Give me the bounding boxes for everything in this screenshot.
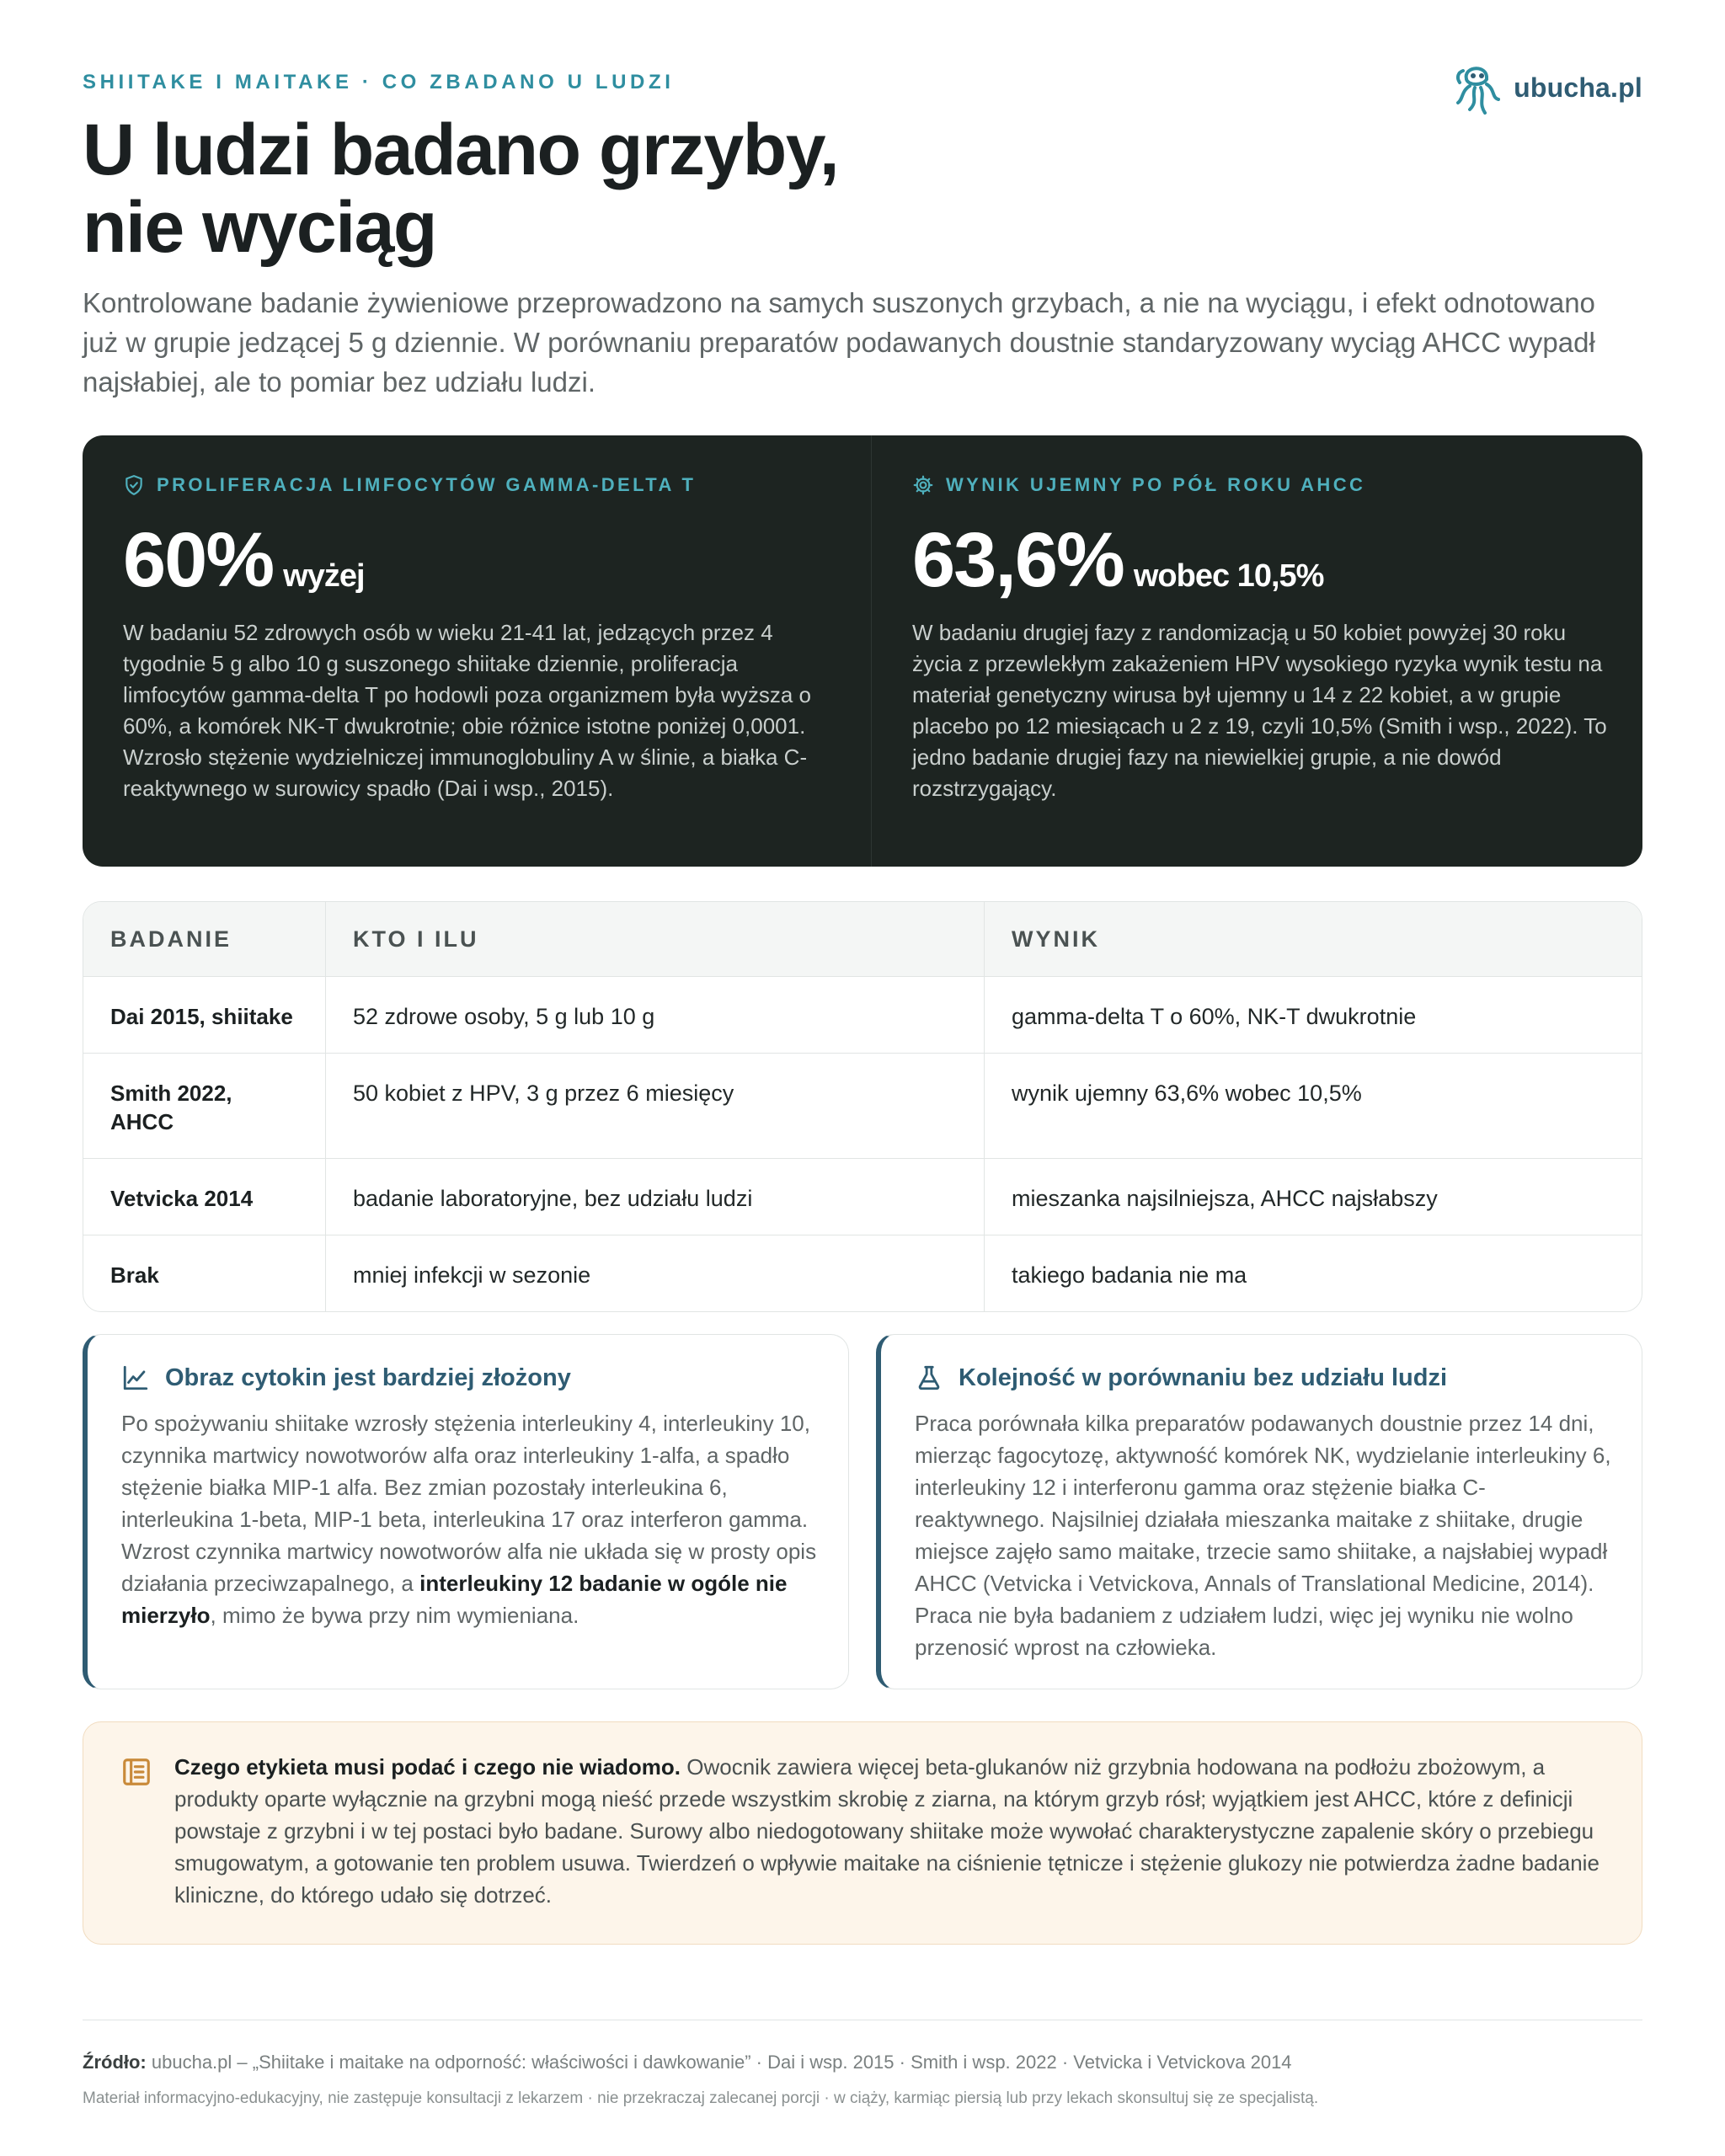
document-list-icon (120, 1756, 152, 1788)
table-row (83, 1158, 1642, 1235)
table-cell-study: Brak (83, 1235, 326, 1311)
table-cell-result: wynik ujemny 63,6% wobec 10,5% (1012, 1081, 1362, 1106)
stat-value: 63,6% (912, 517, 1124, 603)
octopus-logo-icon (1453, 57, 1502, 118)
stat-value-row (912, 517, 1620, 603)
title-line-1: U ludzi badano grzyby, (83, 109, 839, 190)
source-line (83, 2052, 1292, 2073)
line-chart-icon (121, 1364, 150, 1392)
stat-value: 60% (123, 517, 274, 603)
label-note (83, 1721, 1642, 1945)
table-cell-study: Vetvicka 2014 (83, 1159, 326, 1235)
table-row (83, 1235, 1642, 1311)
card-text-part: Po spożywaniu shiitake wzrosły stężenia interleukiny 4, interleukiny 10, czynnika martwicy nowotworów alfa oraz interleukiny 1-alfa, a spadło stężenie białka MIP-1 alfa. Bez zmian pozostały interleukina 6, interleukina 1-beta, MIP-1 beta, interleukina 17 oraz interferon gamma. Wzrost czynnika martwicy nowotworów alfa nie układa się w prosty opis działania przeciwzapalnego, a (121, 1411, 817, 1596)
table-header-who: KTO I ILU (326, 902, 985, 976)
table-header-study: BADANIE (83, 902, 326, 976)
stat-unit: wobec 10,5% (1133, 558, 1324, 594)
kicker: SHIITAKE I MAITAKE · CO ZBADANO U LUDZI (83, 71, 675, 93)
table-cell-who: badanie laboratoryjne, bez udziału ludzi (326, 1159, 985, 1235)
logo-text: ubucha.pl (1514, 72, 1642, 103)
stat-label (912, 474, 1620, 496)
lede-paragraph: Kontrolowane badanie żywieniowe przeprowadzono na samych suszonych grzybach, a nie na wyciągu, i efekt odnotowano już w grupie jedzącej 5 g dziennie. W porównaniu preparatów podawanych doustnie standaryzowany wyciąg AHCC wypadł najsłabiej, ale to pomiar bez udziału ludzi. (83, 287, 1595, 398)
note-bold: Czego etykieta musi podać i czego nie wiadomo. (174, 1754, 681, 1780)
note-body: Owocnik zawiera więcej beta-glukanów niż grzybnia hodowana na podłożu zbożowym, a produkty oparte wyłącznie na grzybni mogą nieść przede wszystkim skrobię z ziarna, na którym grzyb rósł; wyjątkiem jest AHCC, które z definicji powstaje z grzybni i w tej postaci było badane. Surowy albo niedogotowany shiitake może wywołać charakterystyczne zapalenie skóry o przebiegu smugowatym, a gotowanie ten problem usuwa. Twierdzeń o wpływie maitake na ciśnienie tętnicze i stężenie glukozy nie potwierdza żadne badanie kliniczne, do którego udało się dotrzeć. (174, 1754, 1599, 1908)
table-cell-result: gamma-delta T o 60%, NK-T dwukrotnie (1012, 1004, 1417, 1029)
table-cell-result: mieszanka najsilniejsza, AHCC najsłabszy (1012, 1186, 1438, 1211)
table-cell-result: takiego badania nie ma (1012, 1262, 1247, 1288)
card-body (121, 1407, 818, 1631)
stat-label-text: PROLIFERACJA LIMFOCYTÓW GAMMA-DELTA T (157, 474, 697, 495)
stat-value-row (123, 517, 830, 603)
info-card-comparison (876, 1334, 1642, 1689)
table-cell-who: 50 kobiet z HPV, 3 g przez 6 miesięcy (326, 1054, 985, 1158)
card-text-part: , mimo że bywa przy nim wymieniana. (210, 1603, 579, 1628)
flask-icon (915, 1364, 943, 1392)
stat-description: W badaniu drugiej fazy z randomizacją u 50 kobiet powyżej 30 roku życia z przewlekłym zakażeniem HPV wysokiego ryzyka wynik testu na materiał genetyczny wirusa był ujemny u 14 z 22 kobiet, a w grupie placebo po 12 miesiącach u 2 z 19, czyli 10,5% (Smith i wsp., 2022). To jedno badanie drugiej fazy na niewielkiej grupie, a nie dowód rozstrzygający. (912, 620, 1607, 801)
table-header-result: WYNIK (1012, 926, 1100, 952)
source-text: ubucha.pl – „Shiitake i maitake na odporność: właściwości i dawkowanie” · Dai i wsp. 2015 · Smith i wsp. 2022 · Vetvicka i Vetvickova 2014 (146, 2052, 1292, 2073)
card-text-bold: interleukiny 12 badanie w ogóle nie mierzyło (121, 1571, 788, 1628)
gear-icon (912, 474, 934, 496)
title-line-2: nie wyciąg (83, 187, 436, 268)
note-text (174, 1751, 1601, 1911)
page-title (83, 111, 1178, 266)
stat-card-ahcc (871, 435, 1660, 867)
studies-table (83, 901, 1642, 1312)
disclaimer: Materiał informacyjno-edukacyjny, nie zastępuje konsultacji z lekarzem · nie przekraczaj zalecanej porcji · w ciąży, karmiąc piersią lub przy lekach skonsultuj się ze specjalistą. (83, 2089, 1319, 2107)
table-header-row (83, 902, 1642, 976)
card-title: Obraz cytokin jest bardziej złożony (165, 1364, 571, 1391)
table-cell-study: Dai 2015, shiitake (83, 977, 326, 1053)
source-label: Źródło: (83, 2052, 147, 2073)
card-body: Praca porównała kilka preparatów podawanych doustnie przez 14 dni, mierząc fagocytozę, aktywność komórek NK, wydzielanie interleukiny 6, interleukiny 12 i interferonu gamma oraz stężenie białka C-reaktywnego. Najsilniej działała mieszanka maitake z shiitake, drugie miejsce zajęło samo maitake, trzecie samo shiitake, a najsłabiej wypadł AHCC (Vetvicka i Vetvickova, Annals of Translational Medicine, 2014). Praca nie była badaniem z udziałem ludzi, więc jej wyniku nie wolno przenosić wprost na człowieka. (915, 1411, 1611, 1660)
table-cell-study: Smith 2022, AHCC (83, 1054, 326, 1158)
stat-label (123, 474, 830, 496)
table-cell-who: 52 zdrowe osoby, 5 g lub 10 g (326, 977, 985, 1053)
stat-unit: wyżej (283, 558, 365, 594)
shield-icon (123, 474, 145, 496)
card-title: Kolejność w porównaniu bez udziału ludzi (959, 1364, 1448, 1391)
table-row (83, 1053, 1642, 1158)
info-card-cytokines (83, 1334, 849, 1689)
stat-label-text: WYNIK UJEMNY PO PÓŁ ROKU AHCC (946, 474, 1366, 495)
stat-description: W badaniu 52 zdrowych osób w wieku 21-41 lat, jedzących przez 4 tygodnie 5 g albo 10 g suszonego shiitake dziennie, proliferacja limfocytów gamma-delta T po hodowli poza organizmem była wyższa o 60%, a komórek NK-T dwukrotnie; obie różnice istotne poniżej 0,0001. Wzrosło stężenie wydzielniczej immunoglobuliny A w ślinie, a białka C-reaktywnego w surowicy spadło (Dai i wsp., 2015). (123, 620, 811, 801)
stats-panel (83, 435, 1642, 867)
table-row (83, 976, 1642, 1053)
table-cell-who: mniej infekcji w sezonie (326, 1235, 985, 1311)
logo[interactable] (1453, 57, 1642, 118)
stat-card-proliferation (83, 435, 871, 867)
card-heading (121, 1364, 818, 1392)
card-heading (915, 1364, 1611, 1392)
